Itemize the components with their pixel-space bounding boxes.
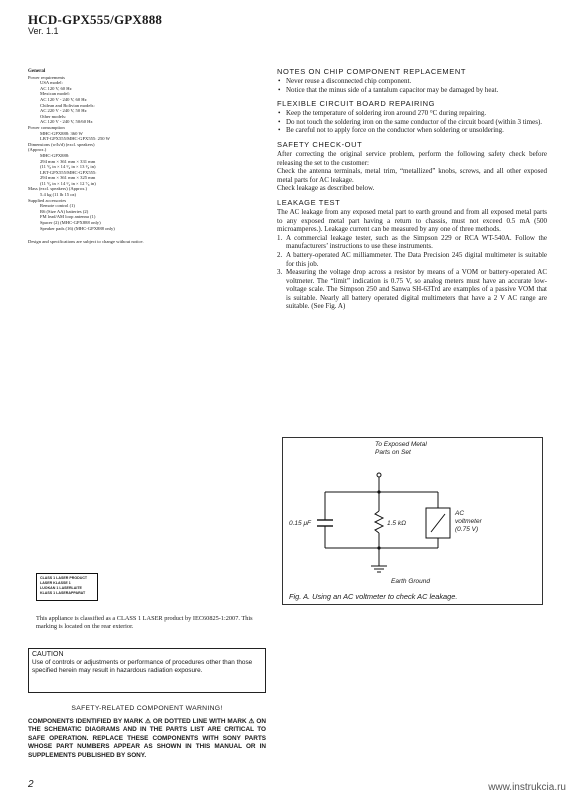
spec-line: Dimensions (w/h/d) (excl. speakers) [28, 141, 95, 147]
spec-line: LBT-GPX555/MHC-GPX555: [40, 169, 97, 175]
spec-line: Spacer (2) (MHC-GPX888 only) [40, 220, 101, 226]
caution-text: Use of controls or adjustments or performance of procedures other than those specified herein may result in hazardous radiation exposure. [32, 659, 253, 674]
spec-line: Mass (excl. speakers) (Approx.) [28, 186, 88, 192]
spec-line: (11 ⁵⁄₈ in × 14 ¹⁄₄ in × 12 ⁷⁄₈ in) [40, 180, 96, 186]
spec-line: AC 120 V - 240 V, 60 Hz [40, 96, 87, 102]
laser-note: This appliance is classified as a CLASS 1 LASER product by IEC60825-1:2007. This marking is located on the rear exterior. [36, 615, 253, 631]
list-item: • Keep the temperature of soldering iron around 270 °C during repairing. [278, 109, 487, 118]
figure-top-label: To Exposed Metal [375, 441, 427, 448]
list-item: • Notice that the minus side of a tantalum capacitor may be damaged by heat. [278, 85, 499, 94]
spec-line: Chilean and Bolivian models: [40, 102, 95, 108]
spec-line: Power consumption [28, 124, 65, 130]
model-title: HCD-GPX555/GPX888 [28, 12, 163, 27]
safety-check-paragraph: Check leakage as described below. [277, 184, 375, 193]
spec-line: (Approx.) [28, 147, 47, 153]
laser-class-label [36, 573, 98, 601]
caution-title: CAUTION [32, 651, 64, 658]
spec-line: MHC-GPX888: 360 W [40, 130, 83, 136]
spec-note: Design and specifications are subject to change without notice. [28, 239, 144, 245]
spec-line: AC 220 V - 240 V, 50 Hz [40, 108, 87, 114]
spec-line: Speaker pads (16) (MHC-GPX888 only) [40, 225, 115, 231]
spec-line: Mexican model: [40, 91, 70, 97]
spec-line: Supplied accessories [28, 197, 67, 203]
safety-check-paragraph: After correcting the original service problem, perform the following safety check before releasing the set to the customer: [277, 149, 547, 167]
safety-warning-title: SAFETY-RELATED COMPONENT WARNING! [71, 705, 223, 712]
safety-check-heading: SAFETY CHECK-OUT [277, 139, 363, 149]
spec-line: FM lead/AM loop antenna (1) [40, 214, 96, 220]
flexible-board-heading: FLEXIBLE CIRCUIT BOARD REPAIRING [277, 99, 436, 109]
spec-lines [28, 75, 248, 232]
spec-line: LBT-GPX555/MHC-GPX555: 250 W [40, 136, 110, 142]
page-number: 2 [28, 779, 34, 790]
list-item: • Never reuse a disconnected chip component. [278, 77, 412, 85]
safety-warning-text: COMPONENTS IDENTIFIED BY MARK ⚠ OR DOTTED LINE WITH MARK ⚠ ON THE SCHEMATIC DIAGRAMS AND IN THE PARTS LIST ARE CRITICAL TO SAFE OPERATION. REPLACE THESE COMPONENTS WITH SONY PARTS WHOSE PART NUMBERS APPEAR AS SHOWN IN THIS MANUAL OR IN SUPPLEMENTS PUBLISHED BY SONY. [28, 718, 266, 759]
spec-line: AC 120 V, 60 Hz [40, 85, 72, 91]
junction-dot [377, 546, 380, 549]
voltmeter-label: voltmeter [455, 518, 482, 525]
figure-top-label: Parts on Set [375, 449, 411, 456]
capacitor-label: 0.15 μF [289, 520, 311, 527]
terminal-dot [377, 473, 381, 477]
spec-line: 5.4 kg (11 lb 15 oz) [40, 192, 77, 198]
specifications-section [28, 69, 248, 245]
laser-label-line: CLASS 1 LASER PRODUCT [40, 576, 88, 580]
laser-label-line: LASER KLASSE 1 [40, 581, 71, 585]
list-item: • Be careful not to apply force on the conductor when soldering or unsoldering. [278, 126, 504, 135]
voltmeter-label: (0.75 V) [455, 526, 479, 533]
spec-line: MHC-GPX888: [40, 152, 70, 158]
spec-line: AC 120 V - 240 V, 50/60 Hz [40, 119, 93, 125]
laser-label-line: KLASS 1 LASERAPPARAT [40, 591, 86, 595]
safety-check-paragraph: Check the antenna terminals, metal trim, “metallized” knobs, screws, and all other exposed metal parts for AC leakage. [277, 167, 547, 184]
service-notes-column [277, 67, 547, 311]
list-item: 1. A commercial leakage tester, such as the Simpson 229 or RCA WT-540A. Follow the manufacturers’ instructions to use these instruments. [277, 233, 547, 251]
spec-line: USA model: [40, 80, 63, 86]
spec-line: R6 (Size AA) batteries (2) [40, 208, 89, 214]
version-label: Ver. 1.1 [28, 26, 59, 36]
list-item: 3. Measuring the voltage drop across a resistor by means of a VOM or battery-operated AC voltmeter. The “limit” indication is 0.75 V, so analog meters must have an accurate low-voltage scale. The Simpson 250 and Sanwa SH-63Trd are examples of a passive VOM that is suitable. Nearly all battery operated digital multimeters that have a 2 V AC range are suitable. (See Fig. A) [277, 268, 547, 311]
caution-box [28, 648, 266, 693]
list-item: • Do not touch the soldering iron on the same conductor of the circuit board (within 3 times). [278, 117, 543, 126]
leakage-test-heading: LEAKAGE TEST [277, 197, 341, 207]
resistor-symbol [375, 511, 383, 533]
spec-line: 294 mm × 361 mm × 325 mm [40, 175, 96, 181]
spec-line: Other models: [40, 113, 67, 119]
watermark: www.instrukcia.ru [488, 782, 566, 793]
laser-label-line: LUOKAN 1 LASERLAITE [40, 586, 82, 590]
spec-line: Remote control (1) [40, 203, 75, 209]
resistor-label: 1.5 kΩ [387, 520, 407, 527]
leakage-test-intro: The AC leakage from any exposed metal part to earth ground and from all exposed metal parts to any exposed metal part having a return to chassis, must not exceed 0.5 mA (500 microamperes.). Leakage current can be measured by any one of three methods. [277, 207, 547, 234]
chip-notes-heading: NOTES ON CHIP COMPONENT REPLACEMENT [277, 67, 467, 76]
spec-line: (11 ⁵⁄₈ in × 14 ¹⁄₄ in × 13 ¹⁄₈ in) [40, 164, 96, 170]
ground-label: Earth Ground [391, 578, 431, 585]
spec-line: 294 mm × 361 mm × 331 mm [40, 158, 96, 164]
junction-dot [377, 490, 380, 493]
figure-caption: Fig. A. Using an AC voltmeter to check AC leakage. [289, 592, 458, 601]
spec-line: Power requirements [28, 74, 65, 80]
voltmeter-label: AC [455, 510, 465, 517]
list-item: 2. A battery-operated AC milliammeter. The Data Precision 245 digital multimeter is suitable for this job. [277, 250, 547, 268]
spec-section-title: General [28, 69, 46, 74]
leakage-test-figure [282, 437, 543, 605]
